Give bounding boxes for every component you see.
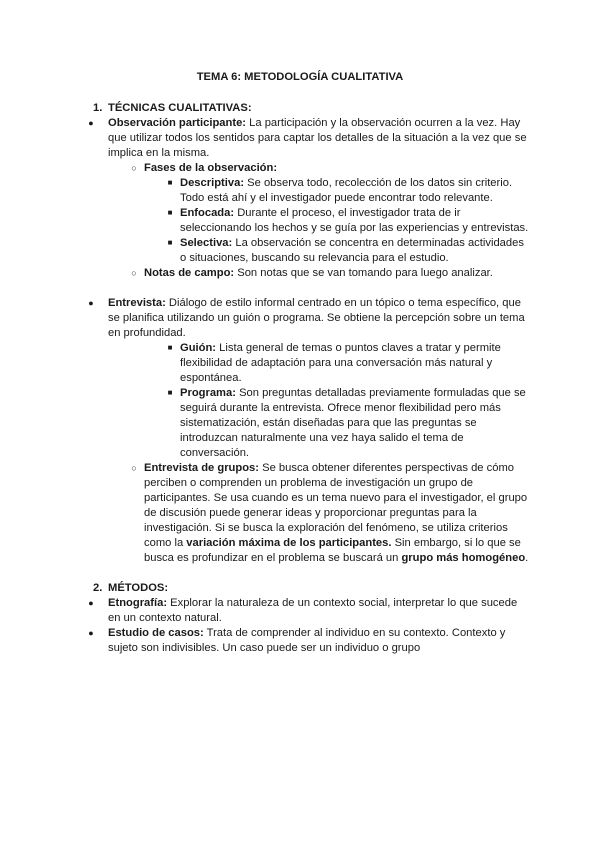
guion-line-2: flexibilidad de adaptación para una conversación más natural y: [180, 357, 493, 369]
square-marker: ■: [167, 343, 173, 352]
bullet-marker: ●: [88, 118, 94, 128]
square-marker: ■: [167, 178, 173, 187]
observacion-line-1: Observación participante: La participación y la observación ocurren a la vez. Hay: [108, 117, 521, 129]
grupos-line-3: participantes. Se usa cuando es un tema nuevo para el investigador, el grupo: [144, 492, 528, 504]
square-marker: ■: [167, 238, 173, 247]
section2-heading: MÉTODOS:: [108, 582, 169, 594]
grupos-line-5: investigación. Si se busca la exploración del fenómeno, se utiliza criterios: [144, 522, 508, 534]
grupos-line-2: perciben o comprenden un problema de investigación un grupo de: [144, 477, 474, 489]
enfocada-line-2: seleccionando los hechos y se guía por las experiencias y entrevistas.: [180, 222, 529, 234]
circle-marker: ○: [131, 463, 137, 473]
section1-heading: TÉCNICAS CUALITATIVAS:: [108, 102, 252, 114]
selectiva-line-1: Selectiva: La observación se concentra en determinadas actividades: [180, 237, 524, 249]
casos-line-1: Estudio de casos: Trata de comprender al individuo en su contexto. Contexto y: [108, 627, 506, 639]
document-title: TEMA 6: METODOLOGÍA CUALITATIVA: [196, 71, 404, 83]
entrevista-line-1: Entrevista: Diálogo de estilo informal centrado en un tópico o tema específico, que: [108, 297, 521, 309]
bullet-marker: ●: [88, 298, 94, 308]
guion-term: Guión:: [180, 342, 217, 354]
descriptiva-term: Descriptiva:: [180, 177, 245, 189]
etnografia-line-1: Etnografía: Explorar la naturaleza de un contexto social, interpretar lo que sucede: [108, 597, 518, 609]
grupos-line-7: busca es profundizar en el problema se buscará un grupo más homogéneo.: [144, 552, 529, 564]
notas-line: Notas de campo: Son notas que se van tomando para luego analizar.: [144, 267, 493, 279]
etnografia-line-2: en un contexto natural.: [108, 612, 222, 624]
circle-marker: ○: [131, 268, 137, 278]
programa-line-4: introduzcan naturalmente una vez haya salido el tema de: [180, 432, 464, 444]
fases-heading: Fases de la observación:: [144, 162, 278, 174]
bullet-marker: ●: [88, 598, 94, 608]
programa-line-2: seguirá durante la entrevista. Ofrece menor flexibilidad pero más: [180, 402, 501, 414]
section1-number: 1.: [93, 102, 103, 114]
square-marker: ■: [167, 388, 173, 397]
descriptiva-line-2: Todo está ahí y el investigador puede encontrar todo relevante.: [180, 192, 493, 204]
programa-line-1: Programa: Son preguntas detalladas previamente formuladas que se: [180, 387, 526, 399]
programa-line-3: sistematización, están diseñadas para que las preguntas se: [180, 417, 477, 429]
observacion-line-2: que utilizar todos los sentidos para captar los detalles de la situación a la vez que se: [108, 132, 527, 144]
notas-term: Notas de campo:: [144, 267, 235, 279]
programa-term: Programa:: [180, 387, 236, 399]
selectiva-term: Selectiva:: [180, 237, 233, 249]
grupos-line-6: como la variación máxima de los participantes. Sin embargo, si lo que se: [144, 537, 521, 549]
square-marker: ■: [167, 208, 173, 217]
bullet-marker: ●: [88, 628, 94, 638]
guion-line-3: espontánea.: [180, 372, 242, 384]
descriptiva-line-1: Descriptiva: Se observa todo, recolección de los datos sin criterio.: [180, 177, 513, 189]
section2-number: 2.: [93, 582, 103, 594]
variacion-maxima-emphasis: variación máxima de los participantes.: [186, 537, 392, 549]
casos-term: Estudio de casos:: [108, 627, 204, 639]
guion-line-1: Guión: Lista general de temas o puntos claves a tratar y permite: [180, 342, 501, 354]
grupos-line-1: Entrevista de grupos: Se busca obtener diferentes perspectivas de cómo: [144, 462, 514, 474]
grupos-term: Entrevista de grupos:: [144, 462, 260, 474]
programa-line-5: conversación.: [180, 447, 250, 459]
casos-line-2: sujeto son indivisibles. Un caso puede ser un individuo o grupo: [108, 642, 421, 654]
enfocada-line-1: Enfocada: Durante el proceso, el investigador trata de ir: [180, 207, 461, 219]
entrevista-line-3: en profundidad.: [108, 327, 186, 339]
grupos-line-4: de discusión puede generar ideas y proporcionar preguntas para la: [144, 507, 477, 519]
observacion-line-3: implica en la misma.: [108, 147, 210, 159]
grupo-homogeneo-emphasis: grupo más homogéneo: [401, 552, 526, 564]
enfocada-term: Enfocada:: [180, 207, 235, 219]
selectiva-line-2: o situaciones, buscando su relevancia para el estudio.: [180, 252, 449, 264]
entrevista-term: Entrevista:: [108, 297, 166, 309]
entrevista-line-2: se planifica utilizando un guión o programa. Se obtiene la percepción sobre un tema: [108, 312, 525, 324]
etnografia-term: Etnografía:: [108, 597, 168, 609]
circle-marker: ○: [131, 163, 137, 173]
observacion-term: Observación participante:: [108, 117, 247, 129]
